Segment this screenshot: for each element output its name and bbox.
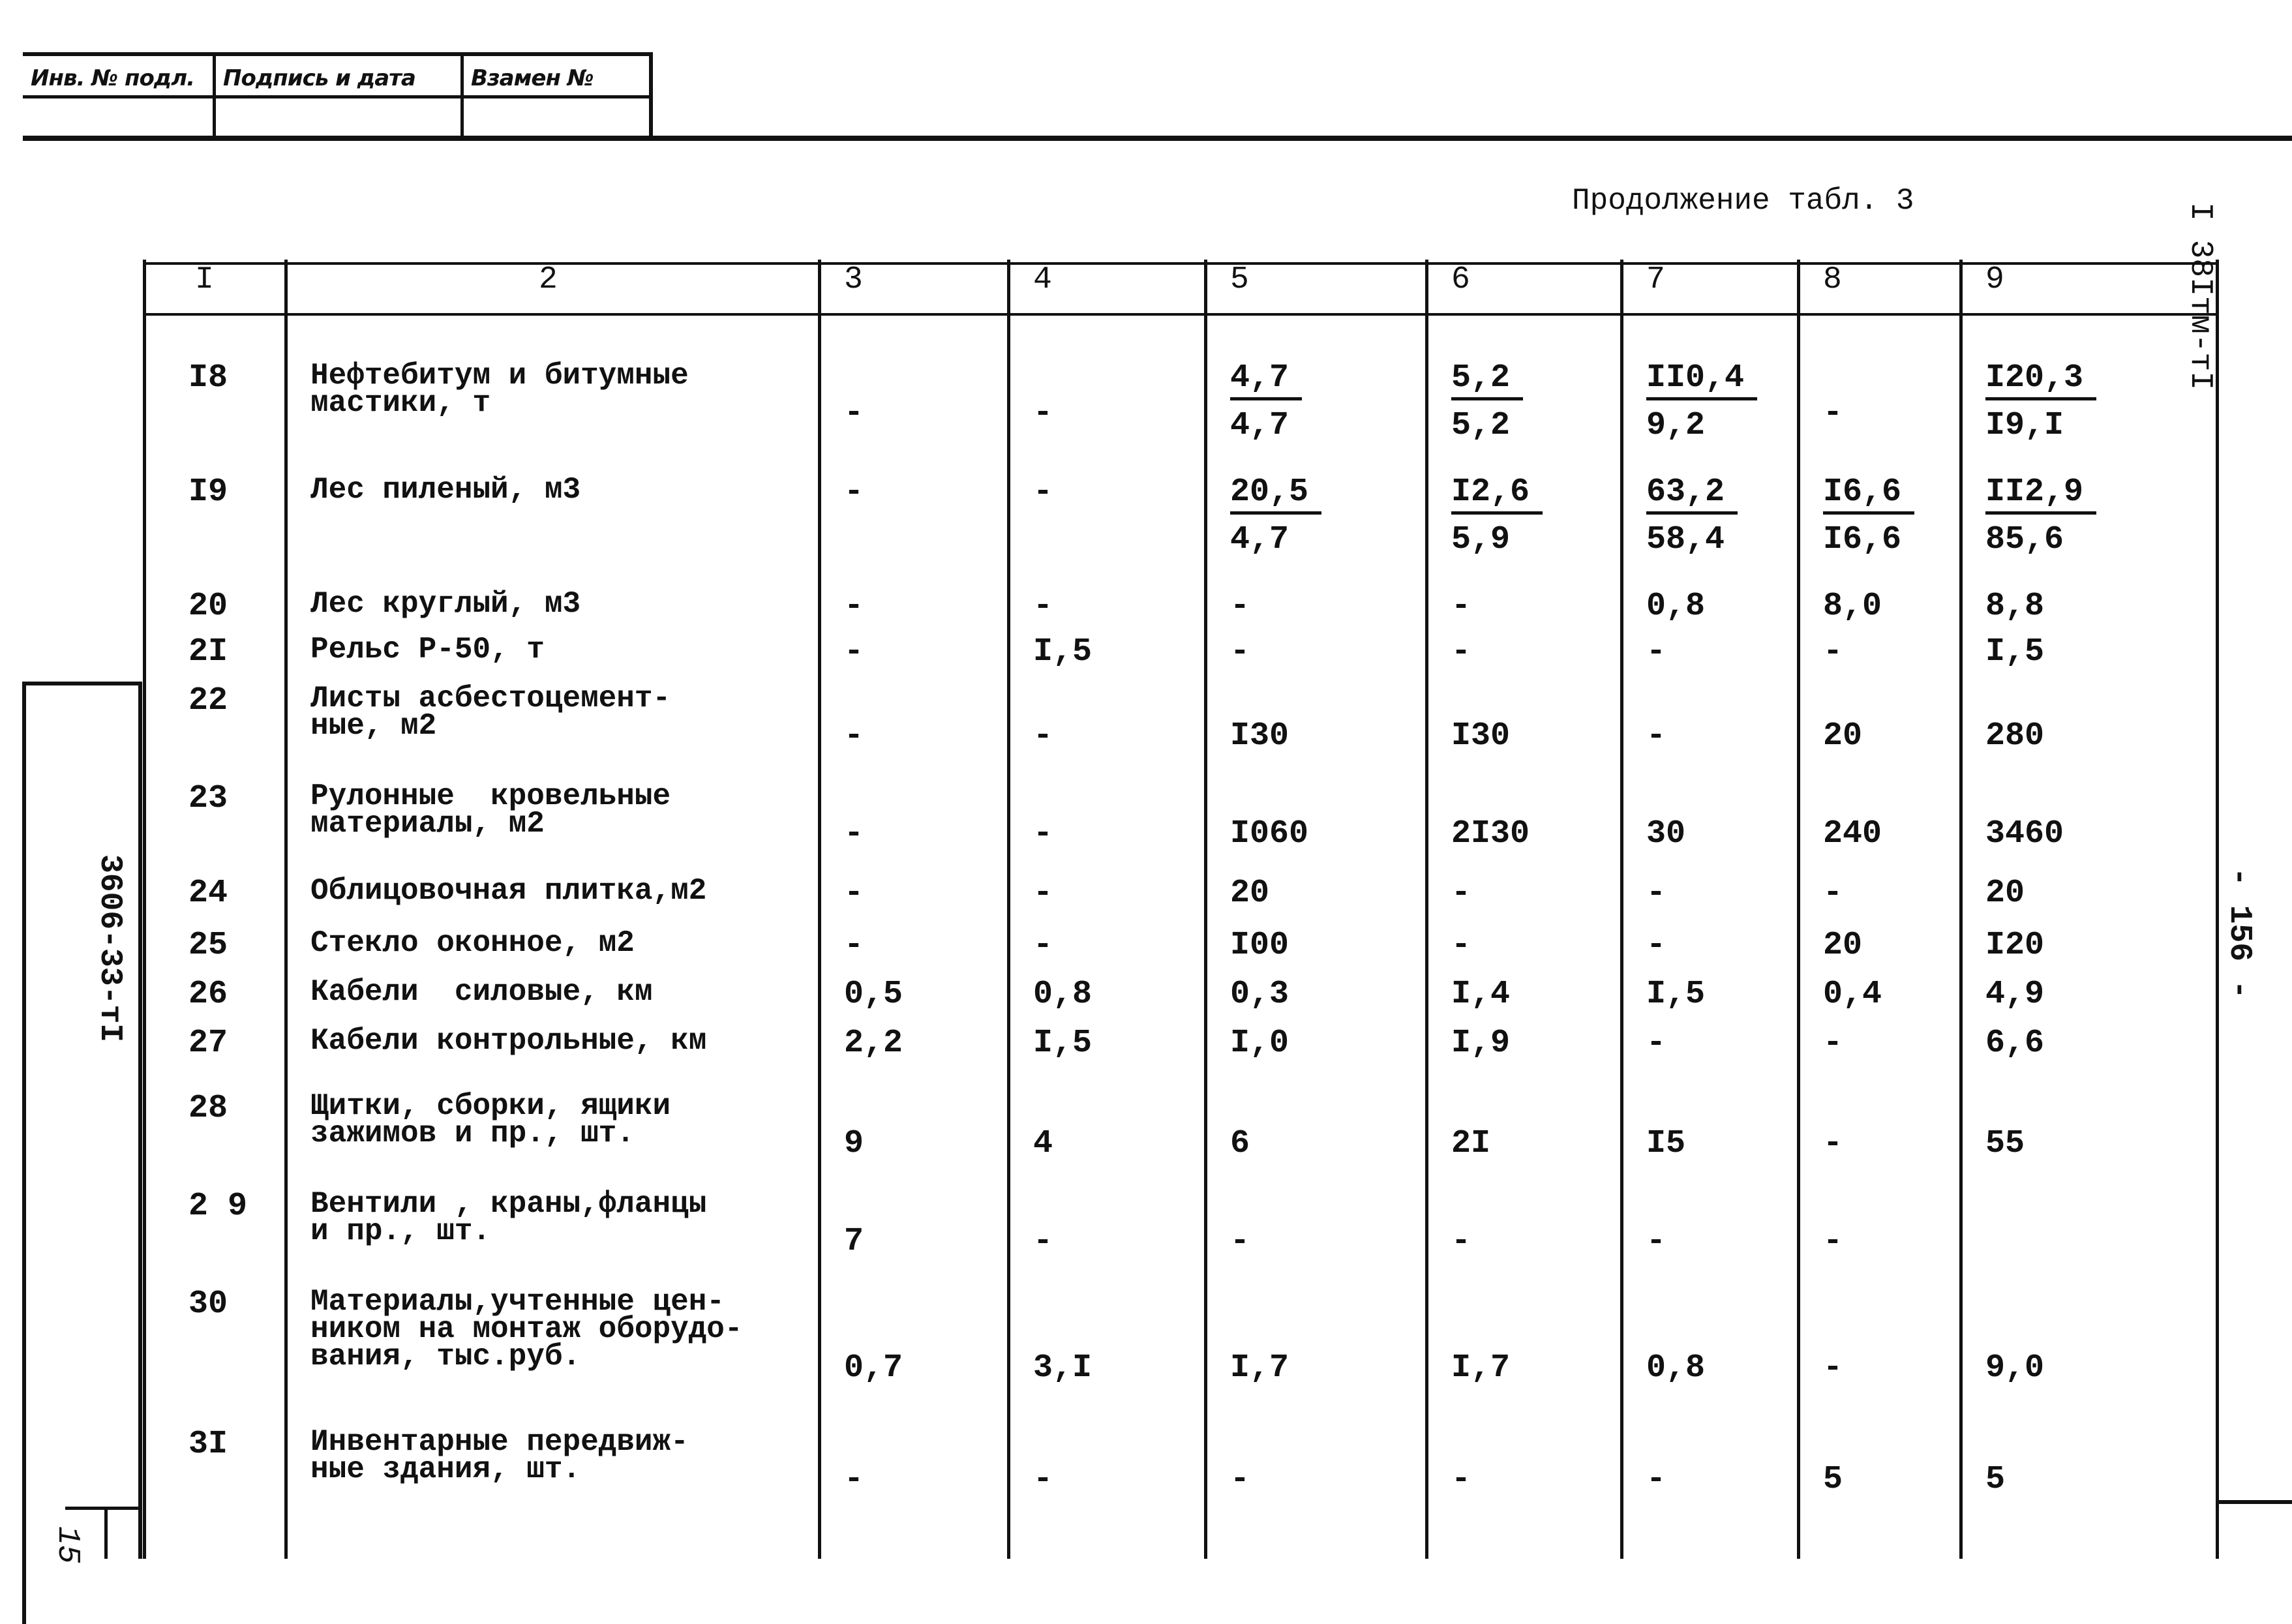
fraction-value (1985, 476, 2096, 556)
cell-col-7: I5 (1646, 1125, 1686, 1162)
cell-col-9: 9,0 (1985, 1349, 2045, 1387)
numerator: 63,2 (1646, 476, 1738, 515)
row-name: Материалы,учтенные цен- ником на монтаж оборудо- вания, тыс.руб. (310, 1285, 743, 1374)
stamp-inv-no: Инв. № подл. (31, 65, 195, 91)
cell-col-8: - (1823, 633, 1843, 670)
cell-col-3: 0,5 (844, 976, 903, 1013)
cell-col-6: - (1451, 927, 1471, 964)
fraction-value (1451, 359, 1523, 444)
row-name: Облицовочная плитка,м2 (310, 874, 707, 908)
cell-col-8: 240 (1823, 815, 1882, 852)
cell-col-9: I,5 (1985, 633, 2045, 670)
row-name: Щитки, сборки, ящики зажимов и пр., шт. (310, 1089, 671, 1150)
cell-col-6: - (1451, 588, 1471, 625)
cell-col-5 (1230, 359, 1302, 444)
column-divider (1204, 260, 1207, 1559)
denominator: 9,2 (1646, 407, 1706, 444)
cell-col-3: - (844, 927, 864, 964)
cell-col-8: 20 (1823, 927, 1863, 964)
cell-col-6: - (1451, 1223, 1471, 1260)
numerator: I2,6 (1451, 476, 1543, 515)
cell-col-5: 0,3 (1230, 976, 1289, 1013)
cell-col-5: 20 (1230, 875, 1270, 912)
cell-col-3: 9 (844, 1125, 864, 1162)
cell-col-6: - (1451, 1461, 1471, 1498)
denominator: 5,9 (1451, 521, 1511, 558)
cell-col-3: - (844, 395, 864, 432)
row-number: 25 (188, 927, 228, 964)
cell-col-5: - (1230, 588, 1250, 625)
numerator: I20,3 (1985, 362, 2096, 400)
cell-col-7 (1646, 359, 1757, 444)
cell-col-7: - (1646, 633, 1666, 670)
row-number: 28 (188, 1090, 228, 1127)
column-header: 4 (1033, 262, 1052, 297)
row-name: Стекло оконное, м2 (310, 926, 635, 960)
row-number: 27 (188, 1025, 228, 1062)
cell-col-3: 0,7 (844, 1349, 903, 1387)
cell-col-6 (1451, 359, 1523, 444)
row-number: 22 (188, 682, 228, 719)
column-header: 5 (1230, 262, 1249, 297)
row-name: Кабели контрольные, км (310, 1024, 707, 1058)
cell-col-5: I060 (1230, 815, 1309, 852)
cell-col-8: - (1823, 1349, 1843, 1387)
cell-col-5: - (1230, 633, 1250, 670)
row-number: 3I (188, 1426, 228, 1463)
denominator: 58,4 (1646, 521, 1725, 558)
row-name: Рулонные кровельные материалы, м2 (310, 779, 671, 841)
cell-col-5: I,0 (1230, 1025, 1289, 1062)
column-divider (143, 260, 146, 1559)
row-name: Лес пиленый, м3 (310, 473, 581, 507)
cell-col-7: - (1646, 875, 1666, 912)
row-name: Листы асбестоцемент- ные, м2 (310, 682, 671, 743)
cell-col-4: 4 (1033, 1125, 1053, 1162)
cell-col-5: I30 (1230, 717, 1289, 755)
cell-col-6: - (1451, 875, 1471, 912)
cell-col-8: 5 (1823, 1461, 1843, 1498)
cell-col-9: 6,6 (1985, 1025, 2045, 1062)
cell-col-8: - (1823, 395, 1843, 432)
cell-col-4: 3,I (1033, 1349, 1093, 1387)
column-header: 6 (1451, 262, 1470, 297)
cell-col-3: - (844, 815, 864, 852)
cell-col-3: - (844, 633, 864, 670)
side-code-right: I 38Iтм-тI (2182, 202, 2218, 391)
cell-col-8: - (1823, 1025, 1843, 1062)
cell-col-8: 0,4 (1823, 976, 1882, 1013)
column-header: I (195, 262, 214, 297)
cell-col-6: I30 (1451, 717, 1511, 755)
numerator: 20,5 (1230, 476, 1321, 515)
cell-col-7: - (1646, 1461, 1666, 1498)
cell-col-9 (1985, 359, 2096, 444)
cell-col-6: I,9 (1451, 1025, 1511, 1062)
cell-col-3: 2,2 (844, 1025, 903, 1062)
side-code-left: 3606-33-тI (92, 854, 127, 1043)
cell-col-7: I,5 (1646, 976, 1706, 1013)
cell-col-9: 5 (1985, 1461, 2006, 1498)
cell-col-3: - (844, 588, 864, 625)
cell-col-5: I00 (1230, 927, 1289, 964)
denominator: I6,6 (1823, 521, 1902, 558)
denominator: 4,7 (1230, 407, 1289, 444)
cell-col-5 (1230, 476, 1321, 556)
row-number: 24 (188, 875, 228, 912)
row-number: 2 9 (188, 1188, 248, 1225)
cell-col-7: - (1646, 717, 1666, 755)
cell-col-4: - (1033, 717, 1053, 755)
fraction-value (1646, 476, 1738, 556)
cell-col-9: 280 (1985, 717, 2045, 755)
column-header: 7 (1646, 262, 1665, 297)
cell-col-9: 3460 (1985, 815, 2064, 852)
column-header: 8 (1823, 262, 1842, 297)
cell-col-3: - (844, 875, 864, 912)
cell-col-8: 20 (1823, 717, 1863, 755)
column-divider (284, 260, 288, 1559)
stamp-signature-date: Подпись и дата (223, 65, 415, 91)
cell-col-5: 6 (1230, 1125, 1250, 1162)
cell-col-6: I,7 (1451, 1349, 1511, 1387)
cell-col-7: - (1646, 1025, 1666, 1062)
cell-col-5: - (1230, 1461, 1250, 1498)
row-number: 30 (188, 1286, 228, 1323)
cell-col-8: - (1823, 875, 1843, 912)
cell-col-4: - (1033, 875, 1053, 912)
stamp-replaces: Взамен № (471, 65, 594, 91)
denominator: 85,6 (1985, 521, 2064, 558)
row-number: 2I (188, 633, 228, 670)
column-divider (1797, 260, 1800, 1559)
sheet-number: 15 (50, 1526, 85, 1564)
cell-col-9: I20 (1985, 927, 2045, 964)
column-header: 3 (844, 262, 863, 297)
cell-col-7: 30 (1646, 815, 1686, 852)
fraction-value (1451, 476, 1543, 556)
cell-col-9: 55 (1985, 1125, 2025, 1162)
column-header: 9 (1985, 262, 2004, 297)
cell-col-4: - (1033, 474, 1053, 511)
cell-col-4: - (1033, 927, 1053, 964)
column-divider (1425, 260, 1428, 1559)
cell-col-8: - (1823, 1125, 1843, 1162)
fraction-value (1646, 359, 1757, 444)
denominator: 4,7 (1230, 521, 1289, 558)
cell-col-8 (1823, 476, 1914, 556)
cell-col-4: - (1033, 1223, 1053, 1260)
denominator: I9,I (1985, 407, 2064, 444)
column-divider (1620, 260, 1623, 1559)
row-number: I8 (188, 359, 228, 397)
cell-col-7: - (1646, 1223, 1666, 1260)
row-number: 26 (188, 976, 228, 1013)
table-caption: Продолжение табл. 3 (1572, 184, 1914, 218)
cell-col-8: 8,0 (1823, 588, 1882, 625)
column-divider (818, 260, 821, 1559)
row-number: 23 (188, 780, 228, 817)
numerator: II2,9 (1985, 476, 2096, 515)
row-number: 20 (188, 588, 228, 625)
cell-col-6: 2I (1451, 1125, 1491, 1162)
cell-col-7: - (1646, 927, 1666, 964)
row-name: Нефтебитум и битумные мастики, т (310, 359, 689, 420)
numerator: II0,4 (1646, 362, 1757, 400)
cell-col-4: - (1033, 395, 1053, 432)
cell-col-7: 0,8 (1646, 588, 1706, 625)
cell-col-4: - (1033, 588, 1053, 625)
cell-col-6: - (1451, 633, 1471, 670)
fraction-value (1985, 359, 2096, 444)
cell-col-4: 0,8 (1033, 976, 1093, 1013)
cell-col-4: I,5 (1033, 633, 1093, 670)
row-name: Кабели силовые, км (310, 975, 653, 1009)
column-header: 2 (539, 262, 558, 297)
numerator: 5,2 (1451, 362, 1523, 400)
cell-col-7: 0,8 (1646, 1349, 1706, 1387)
cell-col-9 (1985, 476, 2096, 556)
cell-col-9: 4,9 (1985, 976, 2045, 1013)
denominator: 5,2 (1451, 407, 1511, 444)
fraction-value (1230, 476, 1321, 556)
column-divider (1007, 260, 1010, 1559)
numerator: I6,6 (1823, 476, 1914, 515)
cell-col-4: - (1033, 815, 1053, 852)
cell-col-6 (1451, 476, 1543, 556)
cell-col-3: - (844, 1461, 864, 1498)
cell-col-3: - (844, 474, 864, 511)
cell-col-3: - (844, 717, 864, 755)
fraction-value (1230, 359, 1302, 444)
cell-col-7 (1646, 476, 1738, 556)
numerator: 4,7 (1230, 362, 1302, 400)
column-divider (1959, 260, 1963, 1559)
cell-col-9: 8,8 (1985, 588, 2045, 625)
row-name: Вентили , краны,фланцы и пр., шт. (310, 1187, 707, 1248)
cell-col-3: 7 (844, 1223, 864, 1260)
row-name: Инвентарные передвиж- ные здания, шт. (310, 1425, 689, 1486)
cell-col-6: I,4 (1451, 976, 1511, 1013)
fraction-value (1823, 476, 1914, 556)
row-name: Рельс Р-50, т (310, 633, 545, 667)
row-number: I9 (188, 474, 228, 511)
cell-col-8: - (1823, 1223, 1843, 1260)
page-number: - 156 - (2222, 867, 2257, 999)
cell-col-6: 2I30 (1451, 815, 1530, 852)
cell-col-4: I,5 (1033, 1025, 1093, 1062)
column-divider (2216, 260, 2219, 1559)
cell-col-9: 20 (1985, 875, 2025, 912)
cell-col-5: I,7 (1230, 1349, 1289, 1387)
cell-col-4: - (1033, 1461, 1053, 1498)
cell-col-5: - (1230, 1223, 1250, 1260)
row-name: Лес круглый, м3 (310, 587, 581, 621)
